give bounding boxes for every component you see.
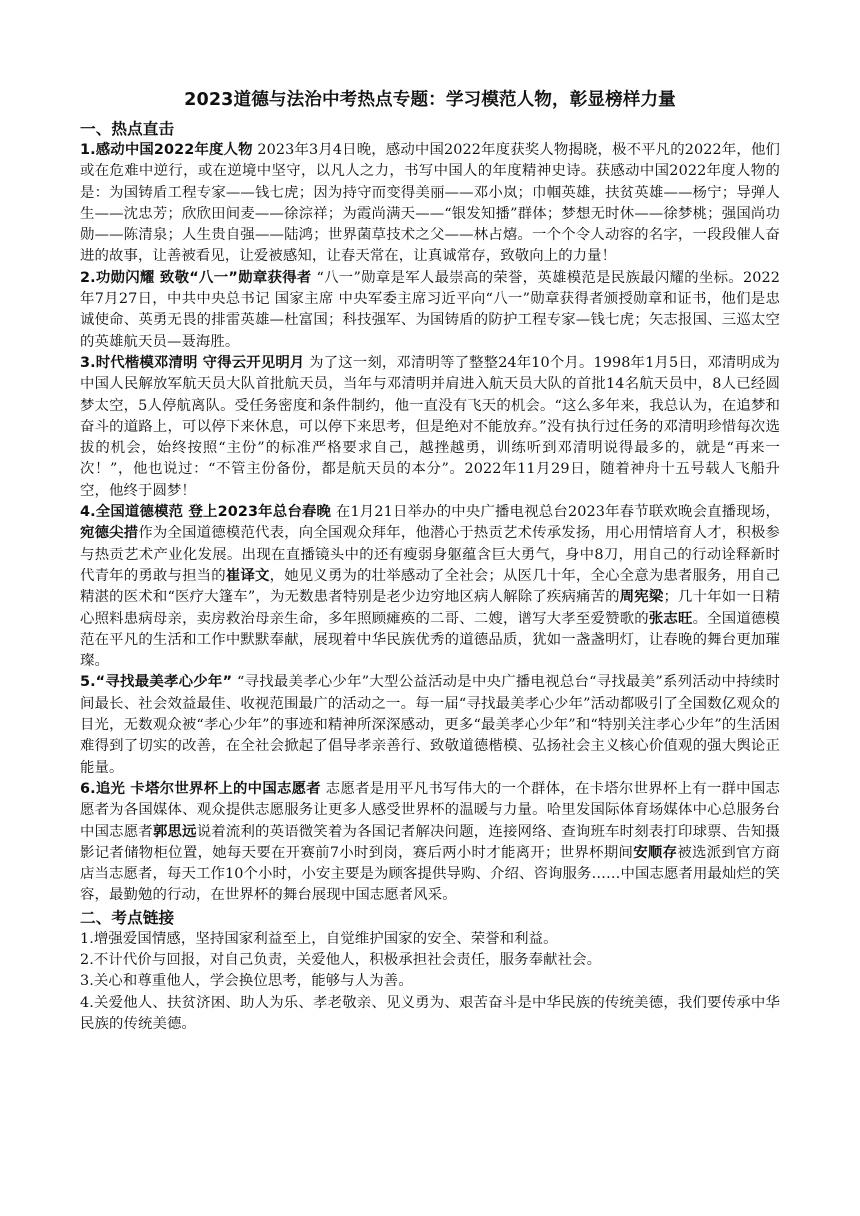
hotspot-item-heading: 1.感动中国2022年度人物	[80, 142, 253, 158]
highlighted-name: 张志旺	[648, 610, 693, 627]
exam-link-item: 3.关心和尊重他人，学会换位思考，能够与人为善。	[80, 973, 413, 990]
hotspot-item-heading: 5.“寻找最美孝心少年”	[80, 674, 233, 691]
exam-link-item: 1.增强爱国情感，坚持国家利益至上，自觉维护国家的安全、荣誉和利益。	[80, 930, 558, 947]
hotspot-item-5	[80, 672, 780, 778]
highlighted-name: 宛德尖措	[80, 525, 139, 542]
hotspot-item-2	[80, 268, 780, 353]
hotspot-item-text: 在1月21日举办的中央广播电视总台2023年春节联欢晚会直播现场，	[331, 504, 780, 521]
highlighted-name: 安顺存	[633, 844, 678, 861]
hotspot-item-text: “八一”勋章是军人最崇高的荣誉，英雄模范是民族最闪耀的坐标。2022年7月27日，中共中央总书记 国家主席 中央军委主席习近平向“八一”勋章获得者颁授勋章和证书，他们是忠诚使命、英勇无畏的排雷英雄—杜富国；科技强军、为国铸盾的防护工程专家—钱七虎；矢志报国、三巡太空的英雄航天员—聂海胜。	[80, 269, 780, 350]
hotspot-item-heading: 3.时代楷模邓清明 守得云开见明月	[80, 354, 305, 371]
hotspot-item-text: 说着流利的英语微笑着为各国记者解决问题，连接网络、查询班车时刻表打印球票、告知摄影记者储物柜位置，她每天要在开赛前7小时到岗，赛后两小时才能离开；世界杯期间	[80, 823, 780, 861]
section-heading-exam-links: 二、考点链接	[80, 908, 175, 927]
hotspot-item-text: 作为全国道德模范代表，向全国观众拜年，他潜心于热贡艺术传承发扬，用心用情培育人才，积极参与热贡艺术产业化发展。出现在直播镜头中的还有瘦弱身躯蕴含巨大勇气，身中8刀，用自己的行动诠释新时代青年的勇敢与担当的	[80, 525, 780, 584]
hotspot-item-heading: 4.全国道德模范 登上2023年总台春晚	[80, 504, 332, 521]
hotspot-item-text: 志愿者是用平凡书写伟大的一个群体，在卡塔尔世界杯上有一群中国志愿者为各国媒体、观众提供志愿服务让更多人感受世界杯的温暖与力量。哈里发国际体育场媒体中心总服务台中国志愿者	[80, 780, 780, 840]
section-heading-hotspots: 一、热点直击	[80, 120, 175, 138]
highlighted-name: 郭思远	[152, 823, 197, 840]
exam-link-item: 2.不计代价与回报，对自己负责，关爱他人，积极承担社会责任，服务奉献社会。	[80, 951, 602, 968]
hotspot-item-text: 为了这一刻，邓清明等了整整24年10个月。1998年1月5日，邓清明成为中国人民解放军航天员大队首批航天员，当年与邓清明并肩进入航天员大队的首批14名航天员中，8人已经圆梦太空，5人停航离队。受任务密度和条件制约，他一直没有飞天的机会。“这么多年来，我总认为，在追梦和奋斗的道路上，可以停下来休息，可以停下来思考，但是绝对不能放弃。”没有执行过任务的邓清明珍惜每次选拔的机会，始终按照“主份”的标准严格要求自己，越挫越勇，训练听到邓清明说得最多的，就是“再来一次！”，他也说过：“不管主份备份，都是航天员的本分”。2022年11月29日，随着神舟十五号载人飞船升空，他终于圆梦！	[80, 354, 780, 499]
document-page	[80, 88, 780, 1035]
highlighted-name: 周宪梁	[619, 589, 664, 606]
hotspot-item-text: ，她见义勇为的壮举感动了全社会；从医几十年，全心全意为患者服务，用自己精湛的医术和“医疗大篷车”，为无数患者特别是老少边穷地区病人解除了疾病痛苦的	[80, 567, 780, 606]
hotspot-item-4	[80, 502, 780, 672]
hotspot-item-text: ；几十年如一日精心照料患病母亲，卖房救治母亲生命，多年照顾瘫痪的二哥、二嫂，谱写大孝至爱赞歌的	[80, 589, 780, 627]
hotspot-item-6	[80, 779, 780, 907]
exam-link-item: 4.关爱他人、扶贫济困、助人为乐、孝老敬亲、见义勇为、艰苦奋斗是中华民族的传统美德，我们要传承中华民族的传统美德。	[80, 994, 780, 1032]
hotspot-item-text: “寻找最美孝心少年”大型公益活动是中央广播电视总台“寻找最美”系列活动中持续时间最长、社会效益最佳、收视范围最广的活动之一。每一届“寻找最美孝心少年”活动都吸引了全国数亿观众的目光，无数观众被“孝心少年”的事迹和精神所深深感动，更多“最美孝心少年”和“特别关注孝心少年”的生活困难得到了切实的改善，在全社会掀起了倡导孝亲善行、致敬道德楷模、弘扬社会主义核心价值观的强大舆论正能量。	[80, 674, 780, 776]
hotspot-item-text: 。全国道德模范在平凡的生活和工作中默默奉献，展现着中华民族优秀的道德品质，犹如一盏盏明灯，让春晚的舞台更加璀璨。	[80, 610, 780, 670]
hotspot-item-3	[80, 353, 780, 502]
hotspot-item-heading: 2.功勋闪耀 致敬“八一”勋章获得者	[80, 269, 312, 286]
document-title: 2023道德与法治中考热点专题：学习模范人物，彰显榜样力量	[184, 90, 676, 110]
hotspot-item-text: 被选派到官方商店当志愿者，每天工作10个小时，小安主要是为顾客提供导购、介绍、咨询服务……中国志愿者用最灿烂的笑容，最勤勉的行动，在世界杯的舞台展现中国志愿者风采。	[80, 844, 780, 904]
hotspot-item-text: 2023年3月4日晚，感动中国2022年度获奖人物揭晓，极不平凡的2022年，他们或在危难中逆行，或在逆境中坚守，以凡人之力，书写中国人的年度精神史诗。获感动中国2022年度人物的是：为国铸盾工程专家——钱七虎；因为持守而变得美丽——邓小岚；巾帼英雄，扶贫英雄——杨宁；导弹人生——沈忠芳；欣欣田间麦——徐淙祥；为霞尚满天——“银发知播”群体；梦想无时休——徐梦桃；强国尚功勋——陈清泉；人生贵自强——陆鸿；世界菌草技术之父——林占熺。一个个令人动容的名字，一段段催人奋进的故事，让善被看见，让爱被感知，让春天常在，让真诚常存，致敬向上的力量！	[80, 142, 780, 265]
highlighted-name: 崔译文	[225, 567, 270, 584]
hotspot-item-heading: 6.追光 卡塔尔世界杯上的中国志愿者	[80, 780, 321, 797]
hotspot-item-1	[80, 140, 780, 268]
